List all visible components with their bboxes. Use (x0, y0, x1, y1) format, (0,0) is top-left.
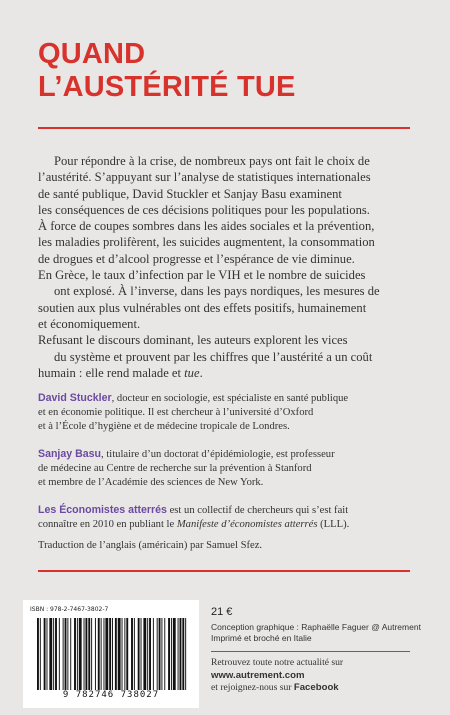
barcode-bar (105, 618, 108, 690)
barcode (23, 600, 199, 708)
barcode-bar (79, 618, 82, 690)
barcode-bar (112, 618, 113, 690)
barcode-bar (59, 618, 60, 690)
barcode-bar (101, 618, 102, 690)
barcode-bar (95, 618, 96, 690)
barcode-bar (157, 618, 158, 690)
bottom-divider (38, 570, 410, 572)
barcode-bar (74, 618, 76, 690)
book-title (38, 38, 296, 104)
barcode-bar (138, 618, 140, 690)
barcode-bar (126, 618, 128, 690)
barcode-bar (55, 618, 57, 690)
barcode-bar (122, 618, 123, 690)
author-name-stuckler: David Stuckler (38, 392, 112, 404)
barcode-bar (118, 618, 121, 690)
barcode-bar (147, 618, 148, 690)
barcode-bar (53, 618, 54, 690)
synopsis-line: Pour répondre à la crise, de nombreux pays ont fait le choix de (54, 154, 370, 168)
top-divider (38, 127, 410, 129)
author-bios (38, 391, 412, 545)
synopsis-line: et économiquement. (38, 316, 141, 331)
barcode-bar (109, 618, 111, 690)
barcode-bars (35, 618, 191, 690)
barcode-bar (47, 618, 48, 690)
promo-divider (211, 651, 410, 652)
synopsis-line: du système et prouvent par les chiffres que l’austérité a un coût (54, 349, 373, 364)
credits-line-2: Imprimé et broché en Italie (211, 633, 312, 643)
bio-economistes: Les Économistes atterrés est un collectif de chercheurs qui s’est fait connaître en 2010 en publiant le Manifeste d’économistes atterrés (LLL). (38, 504, 350, 530)
barcode-bar (168, 618, 170, 690)
barcode-bar (115, 618, 117, 690)
synopsis (38, 153, 412, 381)
barcode-bar (40, 618, 41, 690)
barcode-bar (171, 618, 172, 690)
barcode-bar (63, 618, 64, 690)
barcode-bar (85, 618, 87, 690)
barcode-bar (124, 618, 125, 690)
barcode-bar (180, 618, 182, 690)
barcode-bar (44, 618, 46, 690)
barcode-bar (84, 618, 85, 690)
credits-line-1: Conception graphique : Raphaëlle Faguer @ Autrement (211, 622, 421, 632)
barcode-bar (91, 618, 92, 690)
barcode-bar (131, 618, 133, 690)
barcode-bar (37, 618, 39, 690)
title-line-2: L’AUSTÉRITÉ TUE (38, 71, 296, 103)
barcode-bar (88, 618, 90, 690)
promo-text (211, 657, 343, 695)
translation-credit: Traduction de l’anglais (américain) par Samuel Sfez. (38, 540, 263, 551)
barcode-bar (185, 618, 186, 690)
synopsis-line: À force de coupes sombres dans les aides sociales et la prévention, (38, 219, 375, 234)
synopsis-line: Refusant le discours dominant, les auteurs explorent les vices (38, 333, 348, 348)
synopsis-line: ont explosé. À l’inverse, dans les pays nordiques, les mesures de (54, 284, 380, 299)
barcode-bar (149, 618, 151, 690)
synopsis-line: les maladies prolifèrent, les suicides augmentent, la consommation (38, 235, 375, 250)
synopsis-line: En Grèce, le taux d’infection par le VIH et le nombre de suicides (38, 268, 366, 283)
barcode-bar (161, 618, 162, 690)
barcode-bar (159, 618, 161, 690)
barcode-bar (104, 618, 105, 690)
website-link[interactable]: www.autrement.com (211, 669, 305, 681)
barcode-bar (153, 618, 154, 690)
barcode-bar (65, 618, 67, 690)
barcode-bar (134, 618, 135, 690)
promo-line-3: et rejoignez-nous sur Facebook (211, 682, 339, 693)
barcode-number: 9 782746 738027 (62, 690, 160, 700)
barcode-bar (67, 618, 68, 690)
barcode-bar (178, 618, 179, 690)
synopsis-line: l’austérité. S’appuyant sur l’analyse de statistiques internationales (38, 170, 371, 185)
design-credits (211, 622, 421, 644)
barcode-bar (77, 618, 78, 690)
barcode-bar (143, 618, 146, 690)
barcode-bar (182, 618, 184, 690)
synopsis-line: de santé publique, David Stuckler et Sanjay Basu examinent (38, 186, 342, 201)
synopsis-line: soutien aux plus vulnérables ont des effets positifs, humainement (38, 300, 367, 315)
title-line-1: QUAND (38, 38, 146, 70)
synopsis-last-line: humain : elle rend malade et tue. (38, 365, 203, 380)
synopsis-line: les conséquences de ces décisions politiques pour les populations. (38, 202, 370, 217)
barcode-bar (164, 618, 165, 690)
bio-basu: Sanjay Basu, titulaire d’un doctorat d’épidémiologie, est professeur de médecine au Centre de recherche sur la prévention à Stanford et membre de l’Académie des sciences de New York. (38, 448, 335, 488)
barcode-bar (141, 618, 142, 690)
isbn-label: ISBN : 978-2-7467-3802-7 (30, 606, 109, 613)
price: 21 € (211, 606, 233, 618)
collective-name: Les Économistes atterrés (38, 504, 167, 516)
bio-stuckler: David Stuckler, docteur en sociologie, est spécialiste en santé publique et en économie politique. Il est chercheur à l’université d’Oxford et à l’École d’hygiène et de médecine tropicale de Londres. (38, 392, 349, 432)
synopsis-line: de drogues et d’alcool progresse et l’espérance de vie diminue. (38, 251, 355, 266)
author-name-basu: Sanjay Basu (38, 448, 102, 460)
promo-line-1: Retrouvez toute notre actualité sur (211, 657, 344, 668)
barcode-bar (49, 618, 52, 690)
facebook-link[interactable]: Facebook (293, 682, 339, 693)
barcode-bar (173, 618, 176, 690)
barcode-bar (98, 618, 100, 690)
barcode-bar (70, 618, 71, 690)
